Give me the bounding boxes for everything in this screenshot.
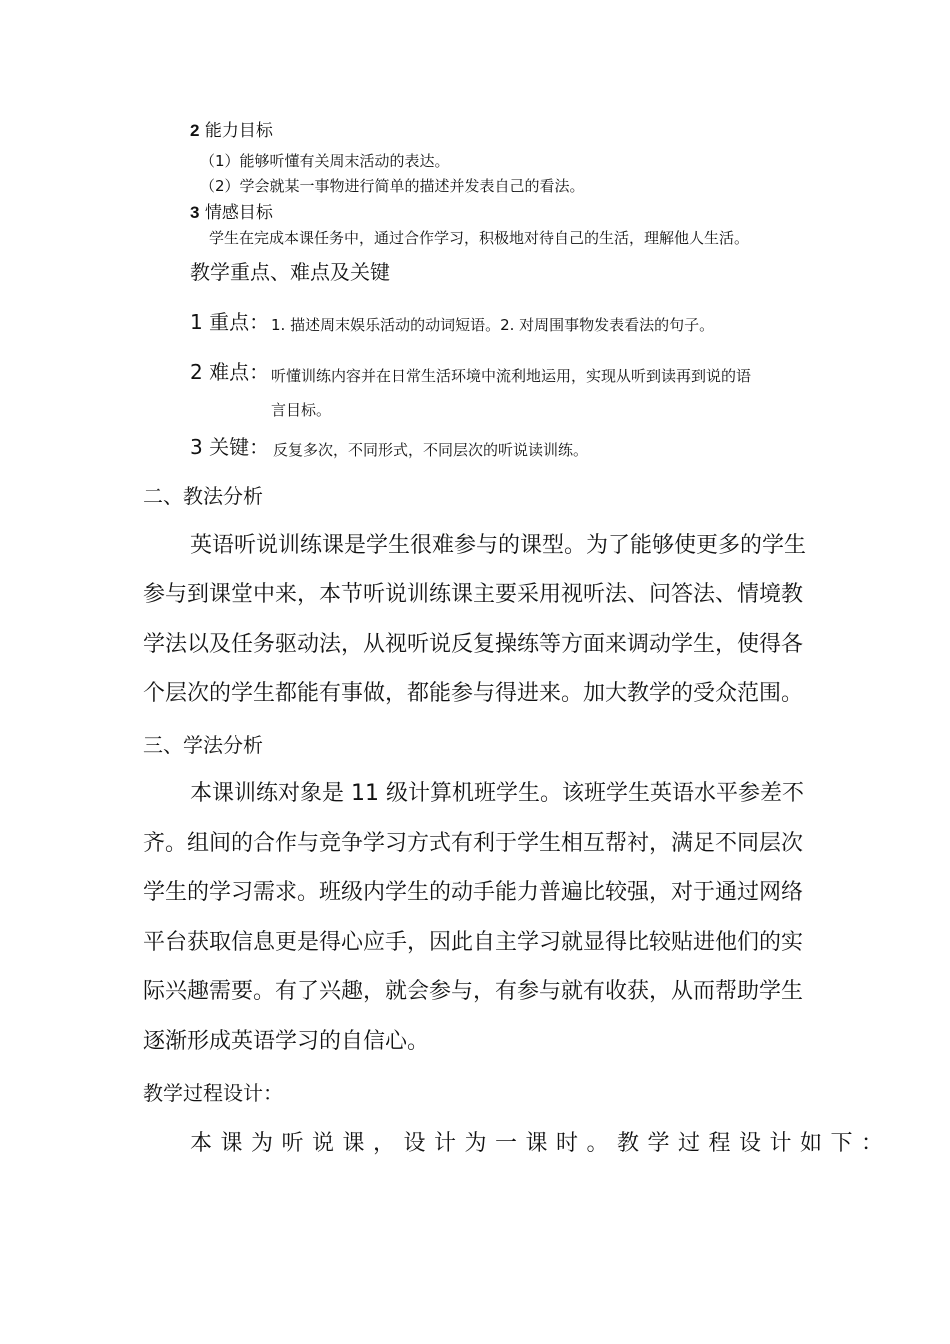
ability-heading-text: 能力目标 <box>204 121 273 141</box>
emotion-text: 学生在完成本课任务中，通过合作学习，积极地对待自己的生活，理解他人生活。 <box>209 229 750 247</box>
method-line: 英语听说训练课是学生很难参与的课型。为了能够使更多的学生 <box>190 533 807 558</box>
difficulty-line-1: 听懂训练内容并在日常生活环境中流利地运用，实现从听到读再到说的语 <box>271 367 752 385</box>
emotion-heading <box>190 198 273 223</box>
keypoints-heading: 教学重点、难点及关键 <box>190 260 390 284</box>
difficulty-label: 2 难点： <box>190 360 270 384</box>
difficulty-line-2: 言目标。 <box>271 401 332 419</box>
learning-line: 逐渐形成英语学习的自信心。 <box>143 1029 430 1054</box>
method-line: 学法以及任务驱动法，从视听说反复操练等方面来调动学生，使得各 <box>143 632 804 657</box>
key-text: 反复多次，不同形式，不同层次的听说读训练。 <box>273 441 589 459</box>
ability-item-2: （2）学会就某一事物进行简单的描述并发表自己的看法。 <box>200 177 585 195</box>
method-line: 个层次的学生都能有事做，都能参与得进来。加大教学的受众范围。 <box>143 681 804 706</box>
emotion-number: 3 <box>190 203 200 222</box>
learning-line: 平台获取信息更是得心应手，因此自主学习就显得比较贴进他们的实 <box>143 930 804 955</box>
ability-item-1: （1）能够听懂有关周末活动的表达。 <box>200 152 450 170</box>
focus-text: 1. 描述周末娱乐活动的动词短语。2. 对周围事物发表看法的句子。 <box>271 316 715 334</box>
key-label: 3 关键： <box>190 435 270 459</box>
focus-label: 1 重点： <box>190 310 270 334</box>
learning-heading: 三、学法分析 <box>143 733 263 757</box>
method-line: 参与到课堂中来，本节听说训练课主要采用视听法、问答法、情境教 <box>143 582 804 607</box>
learning-line: 齐。组间的合作与竞争学习方式有利于学生相互帮衬，满足不同层次 <box>143 831 804 856</box>
process-text: 本课为听说课，设计为一课时。教学过程设计如下： <box>190 1131 892 1156</box>
process-heading: 教学过程设计： <box>143 1081 283 1105</box>
learning-line: 际兴趣需要。有了兴趣，就会参与，有参与就有收获，从而帮助学生 <box>143 979 804 1004</box>
emotion-heading-text: 情感目标 <box>204 203 273 223</box>
learning-line: 学生的学习需求。班级内学生的动手能力普遍比较强，对于通过网络 <box>143 880 804 905</box>
method-heading: 二、教法分析 <box>143 484 263 508</box>
ability-heading <box>190 116 273 141</box>
learning-line: 本课训练对象是 11 级计算机班学生。该班学生英语水平参差不 <box>190 781 804 806</box>
ability-number: 2 <box>190 121 200 140</box>
